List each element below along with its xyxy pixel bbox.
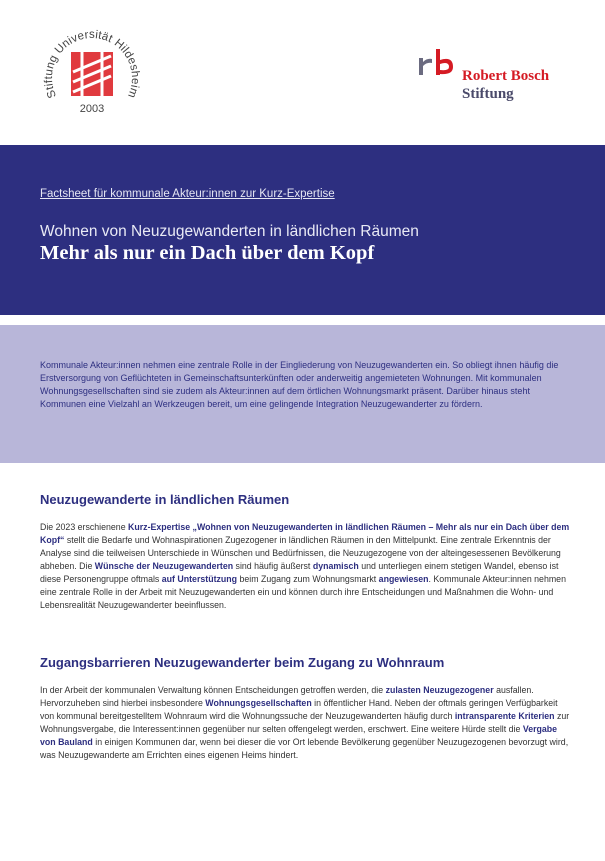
text-run: in öffentlicher Hand. Neben der oftmals geringen Verfügbarkeit von kommunal bereitgestelltem Wohnraum wird die Wohnungssuche der Neuzugewanderten häufig durch	[40, 698, 558, 721]
partner-subname: Stiftung	[462, 86, 514, 102]
highlight-text: zulasten Neuzugezogener	[385, 685, 494, 695]
section-neuzugewanderte	[40, 492, 570, 612]
section-paragraph	[40, 521, 570, 612]
highlight-text: dynamisch	[312, 561, 359, 571]
section-paragraph	[40, 684, 570, 762]
highlight-text: Vergabe von Bauland	[40, 724, 558, 747]
section-zugangsbarrieren	[40, 655, 570, 762]
text-run: ausfallen. Hervorzuheben sind hierbei insbesondere	[40, 685, 534, 708]
text-run: In der Arbeit der kommunalen Verwaltung können Entscheidungen getroffen werden, die	[40, 685, 386, 695]
hero-title: Wohnen von Neuzugewanderten in ländlichen Räumen	[40, 223, 419, 240]
seal-year: 2003	[79, 103, 105, 115]
highlight-text: auf Unterstützung	[161, 574, 238, 584]
section-heading: Neuzugewanderte in ländlichen Räumen	[40, 492, 290, 507]
robert-bosch-stiftung-logo	[419, 46, 589, 106]
text-run: stellt die Bedarfe und Wohnaspirationen Zugezogener in ländlichen Räumen in den Mittelpunkt. Eine zentrale Erkenntnis der Analyse sind die teilweisen Unterschiede in Wünschen und Bedürfnissen, die Neuzugezogene von der alteingesessenen Bevölkerung abheben. Die	[40, 535, 561, 571]
hero-subtitle: Mehr als nur ein Dach über dem Kopf	[40, 242, 375, 264]
text-run: sind häufig äußerst	[233, 561, 313, 571]
section-heading: Zugangsbarrieren Neuzugewanderter beim Zugang zu Wohnraum	[40, 655, 445, 670]
intro-text: Kommunale Akteur:innen nehmen eine zentrale Rolle in der Eingliederung von Neuzugewanderten ein. So obliegt ihnen häufig die Erstversorgung von Geflüchteten in Gemeinschaftsunterkünften oder anderweitig angemieteten Wohnungen. Mit kommunalen Wohnungsgesellschaften sind sie zudem als Akteur:innen auf dem örtlichen Wohnungsmarkt präsent. Darüber hinaus steht Kommunen eine Vielzahl an Werkzeugen bereit, um eine gelingende Integration Neuzugewanderter zu fördern.	[40, 360, 559, 409]
seal-text: Stiftung Universität Hildesheim	[42, 29, 142, 100]
intro-box	[0, 325, 605, 463]
factsheet-kicker: Factsheet für kommunale Akteur:innen zur Kurz-Expertise	[40, 188, 335, 200]
university-seal-logo	[40, 22, 144, 126]
text-run: . Kommunale Akteur:innen nehmen eine zentrale Rolle in der Arbeit mit Neuzugewanderten ein und können durch ihre Entscheidungen und Maßnahmen die Wohn- und Lebensrealität Neuzugewanderter beeinflussen.	[40, 574, 566, 610]
text-run: zur Wohnungsvergabe, die Interessent:innen gegenüber nur selten offengelegt werden, erschwert. Eine weitere Hürde stellt die	[40, 711, 570, 734]
highlight-text: intransparente Kriterien	[454, 711, 555, 721]
text-run: beim Zugang zum Wohnungsmarkt	[237, 574, 379, 584]
university-emblem-icon	[71, 52, 113, 96]
hero-banner	[0, 145, 605, 315]
highlight-text: Wohnungsgesellschaften	[205, 698, 312, 708]
page-header	[0, 0, 605, 145]
text-run: in einigen Kommunen dar, wenn bei dieser die vor Ort lebende Bevölkerung gegenüber Neuzugezogenen bevorzugt wird, was Neuzugewanderte am Errichten eines eigenen Heims hindert.	[40, 737, 569, 760]
rb-mark-icon	[419, 49, 455, 75]
highlight-text: Wünsche der Neuzugewanderten	[94, 561, 234, 571]
divider	[0, 315, 605, 325]
text-run: Die 2023 erschienene	[40, 522, 129, 532]
partner-name: Robert Bosch	[462, 68, 550, 84]
highlight-text: Kurz-Expertise „Wohnen von Neuzugewanderten in ländlichen Räumen – Mehr als nur ein Dach über dem Kopf“	[40, 522, 570, 545]
text-run: und unterliegen einem stetigen Wandel, ebenso ist diese Personengruppe oftmals	[40, 561, 559, 584]
highlight-text: angewiesen	[378, 574, 429, 584]
